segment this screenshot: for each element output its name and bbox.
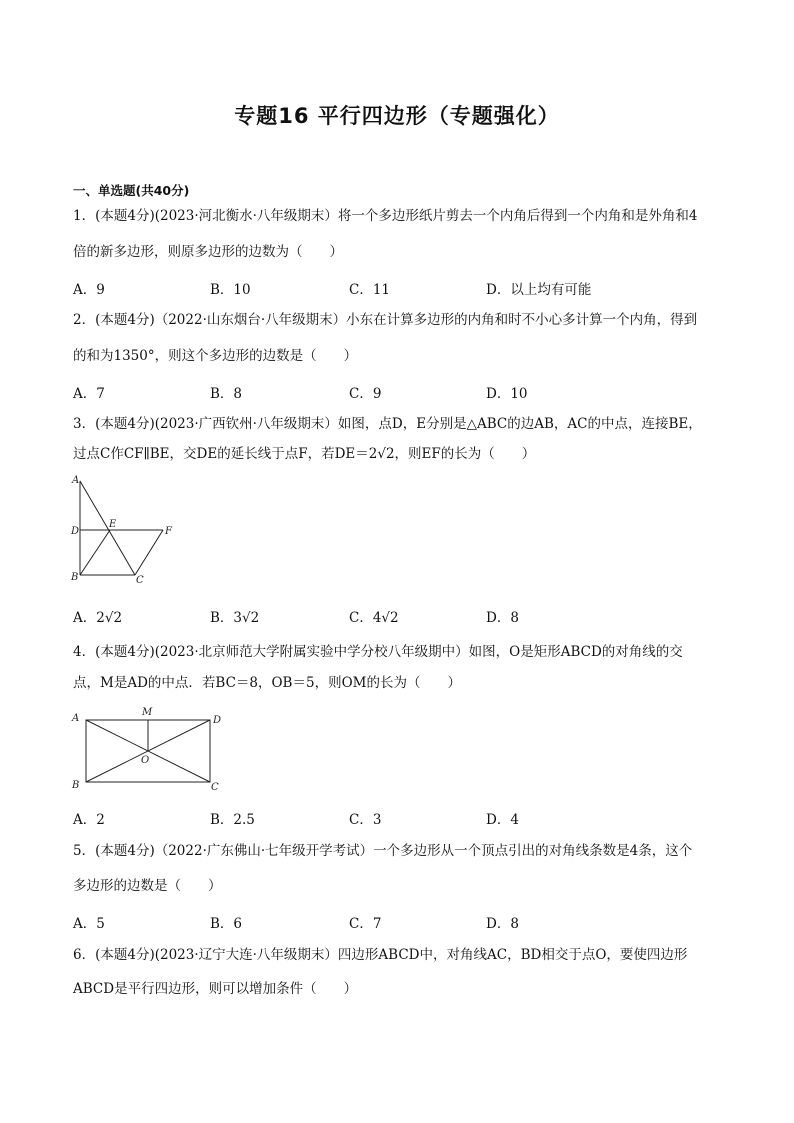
q4-label-d: D <box>213 715 222 726</box>
q1-option-a[interactable]: A．9 <box>73 282 105 298</box>
q3-option-c[interactable]: C．4√2 <box>349 610 399 626</box>
q3-line-1: 3．(本题4分)(2023·广西钦州·八年级期末）如图，点D，E分别是△ABC的边AB，AC的中点，连接BE， <box>73 416 702 432</box>
q2-option-a[interactable]: A．7 <box>73 386 105 402</box>
q4-option-d[interactable]: D．4 <box>486 812 519 828</box>
q4-line-1: 4．(本题4分)(2023·北京师范大学附属实验中学分校八年级期中）如图，O是矩形ABCD的对角线的交 <box>73 644 683 660</box>
q4-options <box>73 808 723 828</box>
q4-label-a: A <box>72 713 80 724</box>
q3-segment-cf <box>135 530 163 575</box>
q4-label-c: C <box>211 782 219 793</box>
q3-label-a: A <box>72 475 80 486</box>
q1-option-c[interactable]: C．11 <box>349 282 391 298</box>
q6-line-2: ABCD是平行四边形，则可以增加条件（ ） <box>73 981 358 997</box>
q4-label-o: O <box>141 755 150 766</box>
q5-option-c[interactable]: C．7 <box>349 916 382 932</box>
q4-option-b[interactable]: B．2.5 <box>210 812 255 828</box>
q2-option-b[interactable]: B．8 <box>210 386 243 402</box>
q3-label-b: B <box>71 572 79 583</box>
q3-label-f: F <box>165 526 172 537</box>
q2-line-2: 的和为1350°，则这个多边形的边数是（ ） <box>73 348 358 364</box>
q5-option-a[interactable]: A．5 <box>73 916 105 932</box>
q5-line-2: 多边形的边数是（ ） <box>73 878 222 894</box>
q4-option-a[interactable]: A．2 <box>73 812 105 828</box>
section-heading: 一、单选题(共40分) <box>73 183 190 198</box>
q6-line-1: 6．(本题4分)(2023·辽宁大连·八年级期末）四边形ABCD中，对角线AC，BD相交于点O，要使四边形 <box>73 947 688 963</box>
q5-line-1: 5．(本题4分)（2022·广东佛山·七年级开学考试）一个多边形从一个顶点引出的对角线条数是4条，这个 <box>73 843 693 859</box>
q2-line-1: 2．(本题4分)（2022·山东烟台·八年级期末）小东在计算多边形的内角和时不小心多计算一个内角，得到 <box>73 312 698 328</box>
q4-line-2: 点，M是AD的中点．若BC＝8，OB＝5，则OM的长为（ ） <box>73 675 461 691</box>
page-title: 专题16 平行四边形（专题强化） <box>234 104 560 128</box>
q4-label-m: M <box>142 707 153 718</box>
q5-option-b[interactable]: B．6 <box>210 916 243 932</box>
q1-option-d[interactable]: D．以上均有可能 <box>486 282 592 298</box>
q3-segment-be <box>80 530 110 575</box>
q1-option-b[interactable]: B．10 <box>210 282 251 298</box>
q3-label-d: D <box>71 526 80 537</box>
q3-options <box>73 606 723 626</box>
q5-options <box>73 912 723 932</box>
q1-line-1: 1．(本题4分)(2023·河北衡水·八年级期末）将一个多边形纸片剪去一个内角后得到一个内角和是外角和4 <box>73 208 698 224</box>
q3-option-b[interactable]: B．3√2 <box>210 610 260 626</box>
q3-label-c: C <box>136 575 144 586</box>
q3-segment-ac <box>80 481 135 575</box>
q1-options <box>73 278 723 298</box>
q2-option-d[interactable]: D．10 <box>486 386 528 402</box>
q5-option-d[interactable]: D．8 <box>486 916 519 932</box>
q4-label-b: B <box>72 780 80 791</box>
q1-line-2: 倍的新多边形，则原多边形的边数为（ ） <box>73 244 343 260</box>
q3-label-e: E <box>109 519 117 530</box>
q3-line-2: 过点C作CF∥BE，交DE的延长线于点F，若DE＝2√2，则EF的长为（ ） <box>73 446 536 462</box>
q4-option-c[interactable]: C．3 <box>349 812 382 828</box>
q3-option-a[interactable]: A．2√2 <box>73 610 123 626</box>
q4-figure <box>68 704 228 794</box>
q3-figure <box>68 472 188 588</box>
q3-option-d[interactable]: D．8 <box>486 610 519 626</box>
q2-options <box>73 382 723 402</box>
q2-option-c[interactable]: C．9 <box>349 386 382 402</box>
